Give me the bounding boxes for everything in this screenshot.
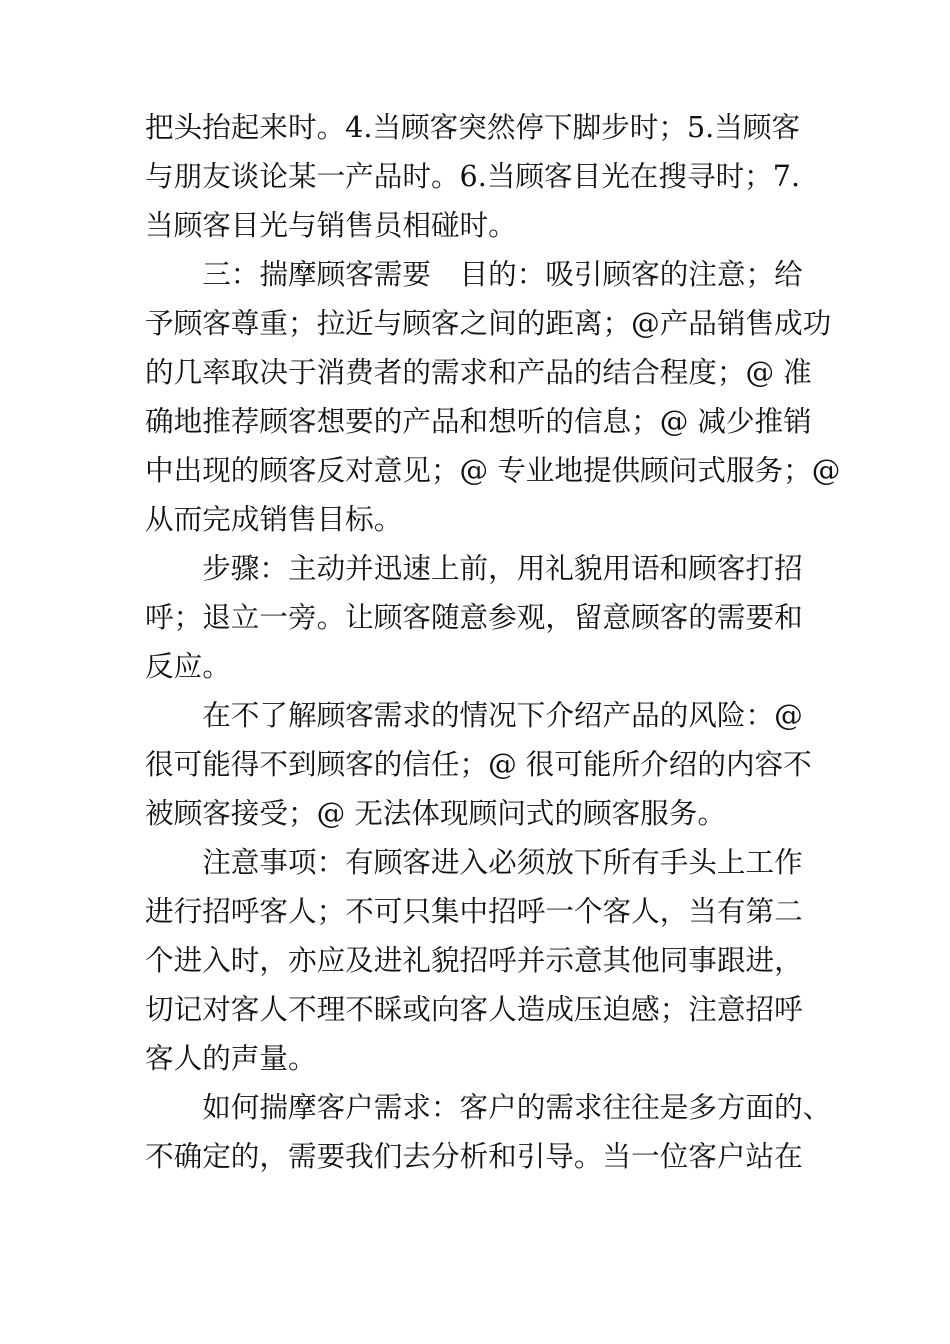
paragraph-1 <box>145 103 807 250</box>
text-line: 个进入时，亦应及进礼貌招呼并示意其他同事跟进， <box>145 943 803 977</box>
text-line: 反应。 <box>145 649 231 683</box>
paragraph-3 <box>145 544 807 691</box>
text-line: 切记对客人不理不睬或向客人造成压迫感；注意招呼 <box>145 992 803 1026</box>
text-line: 确地推荐顾客想要的产品和想听的信息；@ 减少推销 <box>145 404 812 438</box>
text-line: 被顾客接受；@ 无法体现顾问式的顾客服务。 <box>145 796 726 830</box>
paragraph-4 <box>145 691 812 838</box>
text-line: 进行招呼客人；不可只集中招呼一个客人，当有第二 <box>145 894 803 928</box>
text-line: 注意事项：有顾客进入必须放下所有手头上工作 <box>145 845 803 879</box>
text-line: 与朋友谈论某一产品时。6.当顾客目光在搜寻时；7. <box>145 159 801 193</box>
paragraph-5 <box>145 838 807 1083</box>
text-line: 予顾客尊重；拉近与顾客之间的距离；@产品销售成功 <box>145 306 832 340</box>
text-line: 当顾客目光与销售员相碰时。 <box>145 208 517 242</box>
paragraph-2 <box>145 250 841 544</box>
text-line: 如何揣摩客户需求：客户的需求往往是多方面的、 <box>145 1090 832 1124</box>
text-line: 把头抬起来时。4.当顾客突然停下脚步时；5.当顾客 <box>145 110 801 144</box>
text-line: 从而完成销售目标。 <box>145 502 403 536</box>
text-line: 呼；退立一旁。让顾客随意参观，留意顾客的需要和 <box>145 600 803 634</box>
paragraph-6 <box>145 1083 832 1181</box>
text-line: 客人的声量。 <box>145 1041 317 1075</box>
text-line: 很可能得不到顾客的信任；@ 很可能所介绍的内容不 <box>145 747 812 781</box>
text-line: 不确定的，需要我们去分析和引导。当一位客户站在 <box>145 1139 803 1173</box>
text-line: 三：揣摩顾客需要 目的：吸引顾客的注意；给 <box>145 257 803 291</box>
document-page <box>145 103 841 1181</box>
text-line: 在不了解顾客需求的情况下介绍产品的风险：@ <box>145 698 803 732</box>
text-line: 步骤：主动并迅速上前，用礼貌用语和顾客打招 <box>145 551 803 585</box>
text-line: 的几率取决于消费者的需求和产品的结合程度；@ 准 <box>145 355 812 389</box>
text-line: 中出现的顾客反对意见；@ 专业地提供顾问式服务；@ <box>145 453 841 487</box>
